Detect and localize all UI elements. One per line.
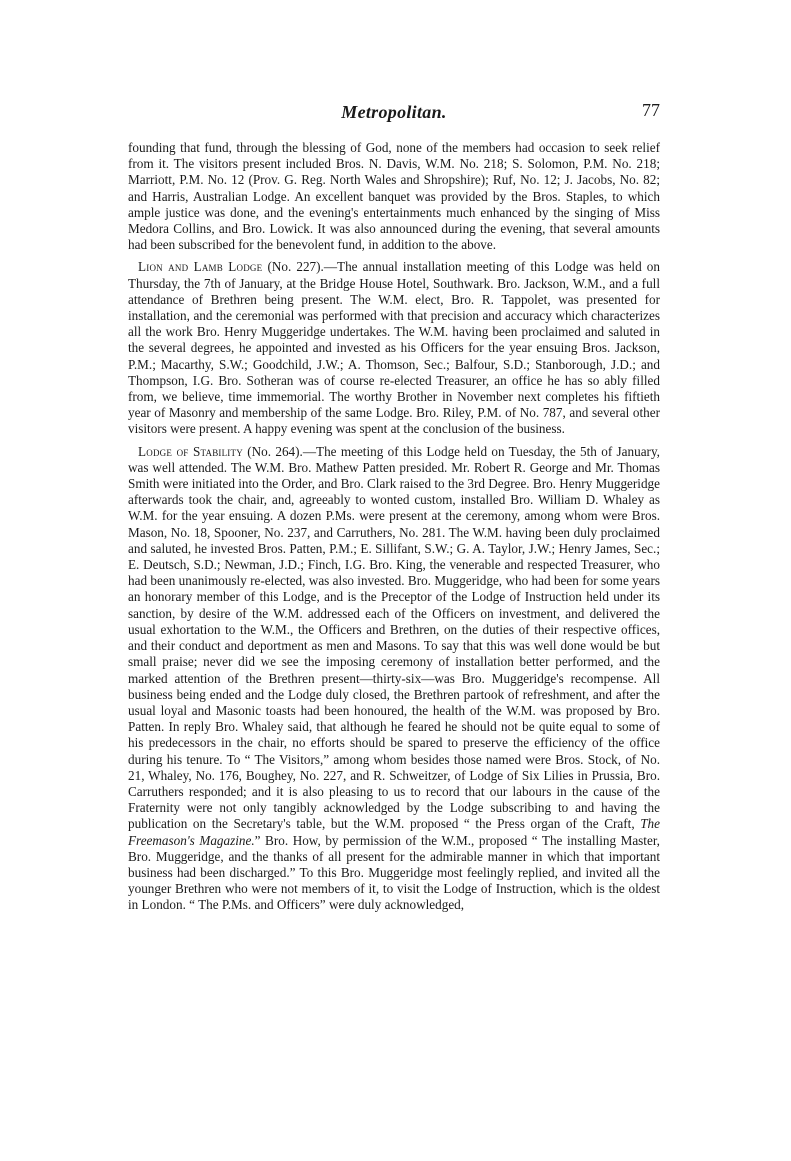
- paragraph-text-continued: ” Bro. How, by permission of the W.M., proposed “ The installing Master, Bro. Muggeridge, and the thanks of all present for the admirable manner in which that important business had been discharged.” To this Bro. Muggeridge most feelingly replied, and invited all the younger Brethren who were not members of it, to visit the Lodge of Instruction, which is the oldest in London. “ The P.Ms. and Officers” were duly acknowledged,: [128, 832, 660, 913]
- paragraph-text: (No. 227).—The annual installation meeting of this Lodge was held on Thursday, the 7th of January, at the Bridge House Hotel, Southwark. Bro. Jackson, W.M., and a full attendance of Brethren being present. The W.M. elect, Bro. R. Tappolet, was presented for installation, and the ceremonial was performed with that precision and accuracy which characterizes all the work Bro. Henry Muggeridge undertakes. The W.M. having been proclaimed and saluted in the several degrees, he appointed and invested as his Officers for the year ensuing Bros. Jackson, P.M.; Macarthy, S.W.; Goodchild, J.W.; A. Thomson, Sec.; Balfour, S.D.; Stanborough, J.D.; and Thompson, I.G. Bro. Sotheran was of course re-elected Treasurer, an office he has so ably filled from, we believe, time immemorial. The worthy Brother in November next completes his fiftieth year of Masonry and membership of the same Lodge. Bro. Riley, P.M. of No. 787, and several other visitors were present. A happy evening was spent at the conclusion of the business.: [128, 259, 660, 437]
- page-number: 77: [642, 100, 660, 120]
- paragraph-lion-and-lamb-lodge: [128, 259, 660, 437]
- lodge-heading-lion-and-lamb: Lion and Lamb Lodge: [138, 259, 263, 275]
- paragraph-text: (No. 264).—The meeting of this Lodge held on Tuesday, the 5th of January, was well attended. The W.M. Bro. Mathew Patten presided. Mr. Robert R. George and Mr. Thomas Smith were initiated into the Order, and Bro. Clark raised to the 3rd Degree. Bro. Henry Muggeridge afterwards took the chair, and, agreeably to wonted custom, installed Bro. William D. Whaley as W.M. for the year ensuing. A dozen P.Ms. were present at the ceremony, among whom were Bros. Mason, No. 18, Spooner, No. 237, and Carruthers, No. 281. The W.M. having been duly proclaimed and saluted, he invested Bros. Patten, P.M.; E. Sillifant, S.W.; G. A. Taylor, J.W.; Henry James, Sec.; E. Deutsch, S.D.; Newman, J.D.; Finch, I.G. Bro. King, the venerable and respected Treasurer, who had been unanimously re-elected, was also invested. Bro. Muggeridge, who had been for some years an honorary member of this Lodge, and is the Preceptor of the Lodge of Instruction held under its sanction, by desire of the W.M. addressed each of the Officers on investment, and delivered the usual exhortation to the W.M., the Officers and Brethren, on the duties of their respective offices, and their conduct and deportment as men and Masons. To say that this was well done would be but small praise; never did we see the imposing ceremony of installation better performed, and the marked attention of the Brethren present—thirty-six—was Bro. Muggeridge's recompense. All business being ended and the Lodge duly closed, the Brethren partook of refreshment, and after the usual loyal and Masonic toasts had been honoured, the health of the W.M. was proposed by Bro. Patten. In reply Bro. Whaley said, that although he feared he should not be quite equal to some of his predecessors in the chair, no efforts should be spared to preserve the efficiency of the office during his tenure. To “ The Visitors,” among whom besides those named were Bros. Stock, of No. 21, Whaley, No. 176, Boughey, No. 227, and R. Schweitzer, of Lodge of Six Lilies in Prussia, Bro. Carruthers responded; and it is also pleasing to us to record that our labours in the cause of the Fraternity were not only tangibly acknowledged by the Lodge subscribing to and having the publication on the Secretary's table, but the W.M. proposed “ the Press organ of the Craft,: [128, 443, 660, 832]
- paragraph-lodge-of-stability: [128, 444, 660, 914]
- magazine-title: The Freemason's Magazine.: [128, 816, 660, 848]
- paragraph-founding-fund: founding that fund, through the blessing of God, none of the members had occasion to seek relief from it. The visitors present included Bros. N. Davis, W.M. No. 218; S. Solomon, P.M. No. 218; Marriott, P.M. No. 12 (Prov. G. Reg. North Wales and Shropshire); Ruf, No. 12; J. Jacobs, No. 82; and Harris, Australian Lodge. An excellent banquet was provided by the Bros. Staples, to which ample justice was done, and the evening's entertainments much enhanced by the singing of Miss Medora Collins, and Bro. Lowick. It was also announced during the evening, that several amounts had been subscribed for the benevolent fund, in addition to the above.: [128, 140, 660, 253]
- article-body: [128, 140, 660, 914]
- running-title: Metropolitan.: [341, 102, 447, 122]
- document-page: [128, 100, 660, 914]
- running-head: [128, 100, 660, 130]
- lodge-heading-stability: Lodge of Stability: [138, 443, 243, 459]
